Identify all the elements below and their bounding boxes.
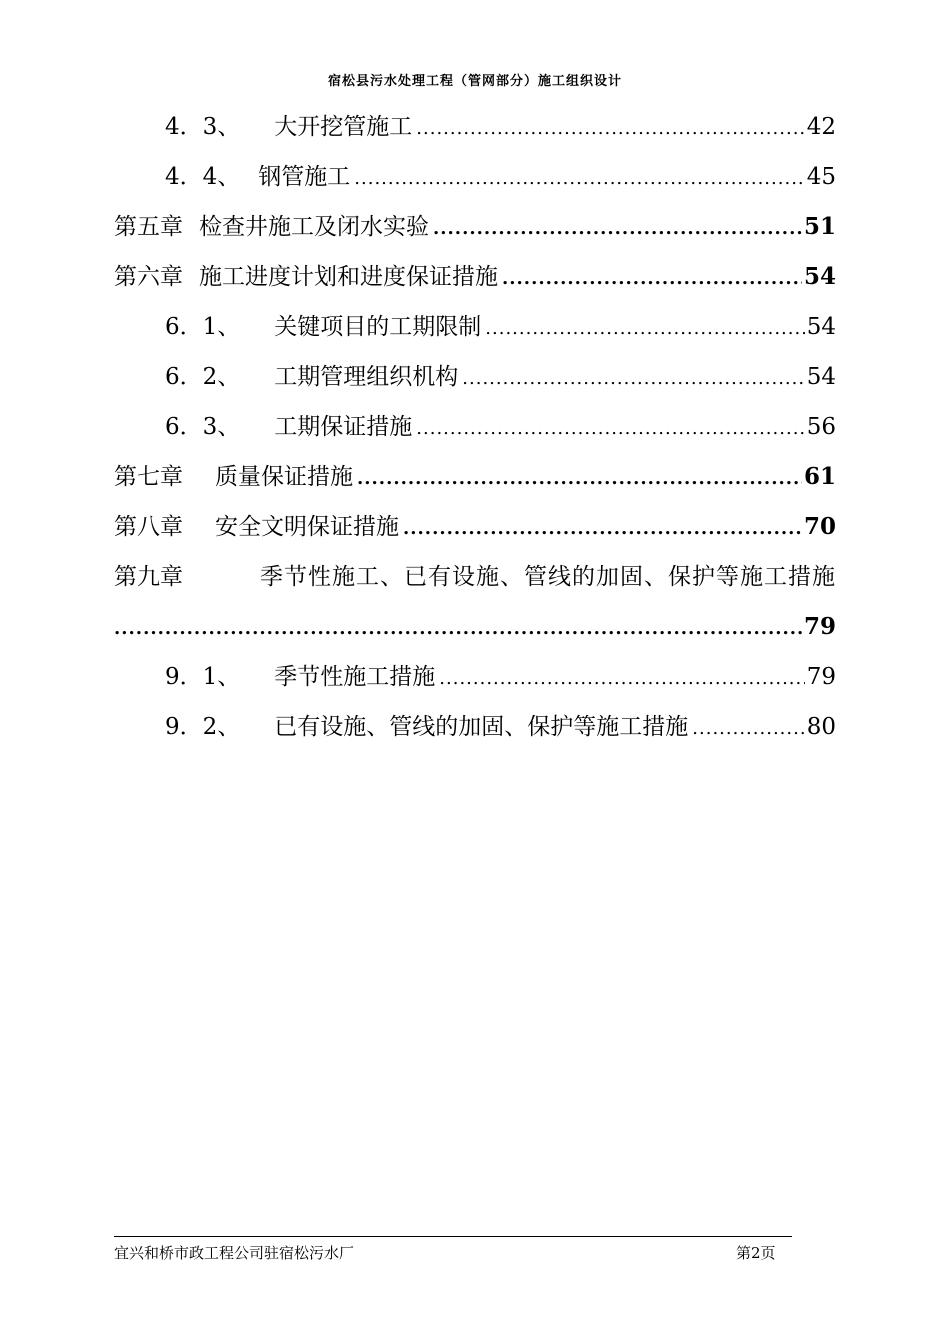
toc-entry-number: 6．3、	[165, 414, 241, 440]
toc-entry-page: 61	[803, 463, 836, 490]
toc-entry-title: 季节性施工措施	[274, 664, 436, 690]
toc-entry-number: 9．1、	[165, 664, 241, 690]
toc-entry-title: 工期保证措施	[274, 414, 413, 440]
toc-leader-dots	[354, 154, 804, 202]
toc-entry-title: 质量保证措施	[215, 464, 353, 490]
toc-entry-page: 54	[803, 263, 836, 290]
toc-leader-dots	[416, 404, 804, 452]
table-of-contents	[114, 102, 836, 752]
toc-entry-chapter-5[interactable]	[114, 202, 836, 252]
footer-page-number: 第2页	[736, 1244, 776, 1262]
toc-leader-dots	[439, 654, 804, 702]
toc-entry-page: 54	[806, 364, 836, 390]
toc-entry-6-3[interactable]	[114, 402, 836, 452]
footer-divider	[114, 1236, 792, 1237]
toc-entry-title: 大开挖管施工	[274, 114, 413, 140]
toc-leader-dots	[357, 454, 802, 502]
toc-entry-title: 工期管理组织机构	[274, 364, 459, 390]
toc-entry-number: 6．2、	[165, 364, 241, 390]
toc-entry-page: 51	[803, 213, 836, 240]
toc-entry-page: 42	[806, 114, 836, 140]
toc-entry-page: 79	[803, 613, 836, 640]
footer-company: 宜兴和桥市政工程公司驻宿松污水厂	[114, 1244, 355, 1262]
toc-entry-number: 第五章	[114, 214, 183, 240]
toc-entry-title: 施工进度计划和进度保证措施	[199, 264, 498, 290]
toc-leader-dots	[433, 204, 802, 252]
toc-entry-page: 56	[806, 414, 836, 440]
toc-leader-dots	[403, 504, 802, 552]
toc-leader-dots	[462, 354, 804, 402]
toc-entry-number: 第七章	[114, 464, 183, 490]
toc-entry-title: 已有设施、管线的加固、保护等施工措施	[274, 714, 689, 740]
toc-leader-dots	[114, 604, 802, 652]
toc-entry-4-3[interactable]	[114, 102, 836, 152]
toc-entry-page: 54	[806, 314, 836, 340]
toc-entry-page: 45	[806, 164, 836, 190]
toc-entry-title: 安全文明保证措施	[215, 514, 399, 540]
toc-entry-chapter-9-leader[interactable]	[114, 602, 836, 652]
toc-entry-number: 第九章	[114, 564, 183, 590]
toc-leader-dots	[692, 704, 804, 752]
toc-entry-number: 4．3、	[165, 114, 241, 140]
toc-entry-6-1[interactable]	[114, 302, 836, 352]
toc-entry-chapter-8[interactable]	[114, 502, 836, 552]
toc-entry-page: 80	[806, 714, 836, 740]
toc-entry-page: 79	[806, 664, 836, 690]
toc-entry-title: 季节性施工、已有设施、管线的加固、保护等施工措施	[260, 564, 836, 590]
toc-entry-6-2[interactable]	[114, 352, 836, 402]
toc-entry-number: 6．1、	[165, 314, 241, 340]
toc-leader-dots	[416, 104, 804, 152]
toc-entry-chapter-7[interactable]	[114, 452, 836, 502]
toc-entry-number: 第六章	[114, 264, 183, 290]
toc-leader-dots	[502, 254, 802, 302]
toc-entry-4-4[interactable]	[114, 152, 836, 202]
toc-entry-page: 70	[803, 513, 836, 540]
toc-entry-number: 第八章	[114, 514, 183, 540]
toc-entry-chapter-6[interactable]	[114, 252, 836, 302]
toc-entry-chapter-9[interactable]	[114, 552, 836, 602]
toc-entry-title: 钢管施工	[258, 164, 351, 190]
toc-entry-9-2[interactable]	[114, 702, 836, 752]
toc-entry-9-1[interactable]	[114, 652, 836, 702]
toc-entry-title: 关键项目的工期限制	[274, 314, 482, 340]
toc-leader-dots	[485, 304, 804, 352]
toc-entry-number: 4．4、	[165, 164, 241, 190]
page-header: 宿松县污水处理工程（管网部分）施工组织设计	[327, 74, 622, 89]
toc-entry-title: 检查井施工及闭水实验	[199, 214, 429, 240]
toc-entry-number: 9．2、	[165, 714, 241, 740]
